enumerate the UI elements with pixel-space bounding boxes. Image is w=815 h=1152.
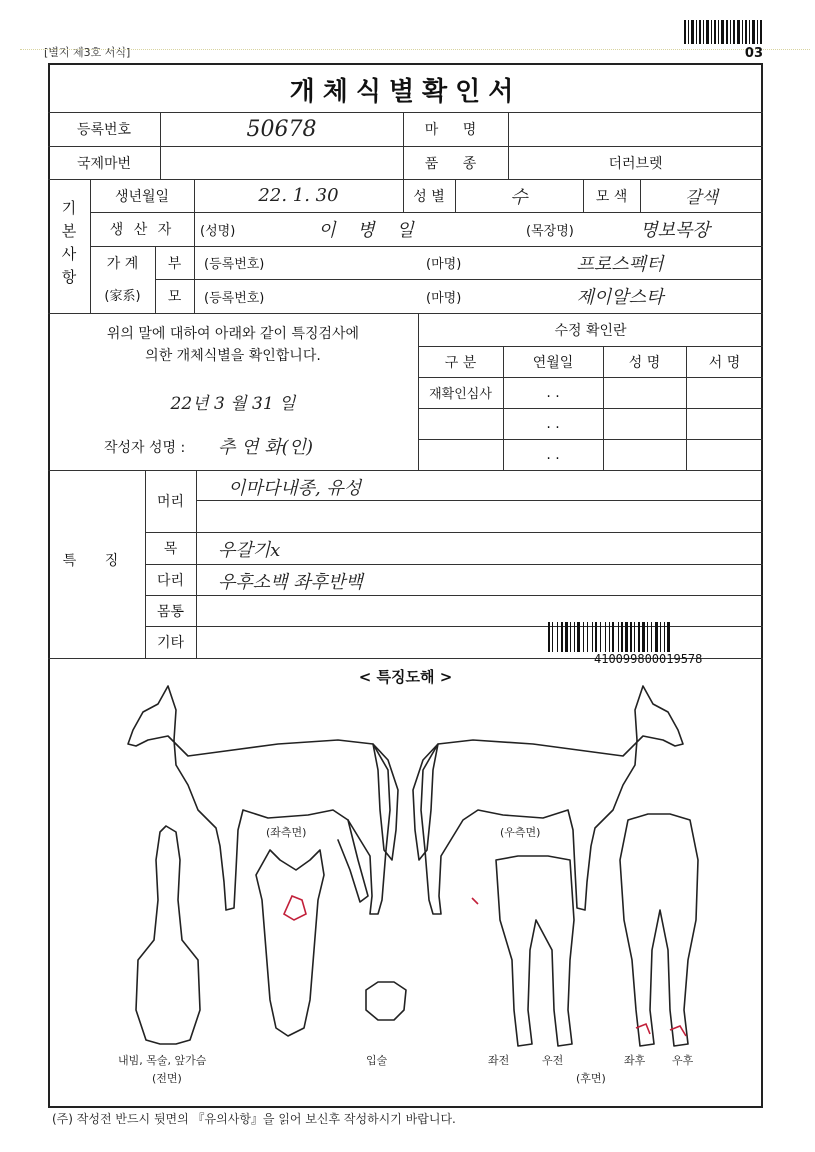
top-barcode (684, 20, 762, 44)
feature-leg-label: 다리 (156, 572, 185, 589)
caption-rear-sub: (후면) (576, 1072, 606, 1085)
form-number-label: [별지 제3호 서식] (44, 46, 131, 59)
confirm-date: 22년 3 월 31 일 (170, 393, 296, 414)
features-section-label: 특 징 (62, 553, 131, 569)
id-barcode (548, 622, 748, 656)
intl-no-value (160, 146, 403, 179)
caption-rear-left: 좌후 (624, 1054, 646, 1067)
page-number: 03 (744, 46, 763, 61)
revision-row3-category (418, 439, 503, 470)
caption-front-right: 우전 (542, 1054, 564, 1067)
breed-label: 품 종 (424, 155, 487, 172)
writer-label: 작성자 성명 : (104, 440, 186, 456)
revision-row1-category: 재확인심사 (429, 387, 492, 402)
producer-label: 생 산 자 (109, 222, 175, 238)
vline-features-label (196, 470, 197, 658)
horse-left-hindleg-drawing (338, 820, 368, 902)
ranch-label: (목장명) (526, 223, 574, 239)
feature-body-value (200, 595, 600, 626)
feature-neck-label: 목 (163, 541, 178, 557)
color-label: 모 색 (595, 188, 628, 205)
revision-row2-category (418, 408, 503, 439)
feature-leg-value: 우후소백 좌후반백 (218, 572, 363, 593)
caption-neck: 내빔, 목술, 앞가슴 (118, 1054, 207, 1067)
birth-label: 생년월일 (114, 188, 170, 205)
horse-diagram (48, 660, 763, 1100)
diagram-title: < 특징도해 > (358, 668, 453, 686)
intl-no-label: 국제마번 (76, 155, 132, 172)
top-divider (20, 49, 810, 50)
statement-line1: 위의 말에 대하여 아래와 같이 특징검사에 (106, 326, 360, 342)
horse-left-tail-drawing (373, 744, 398, 860)
dam-label: 모 (167, 289, 182, 305)
horse-rear-view-drawing (620, 814, 698, 1046)
breed-value: 더러브렛 (608, 155, 663, 172)
sex-value: 수 (510, 186, 528, 208)
horse-name-value (508, 112, 763, 146)
horse-front-view-drawing (496, 856, 574, 1046)
barcode-number: 410099800019578 (594, 652, 703, 666)
revision-row3-date: . . (546, 446, 560, 463)
basic-section-label: 기본사항 (59, 200, 78, 292)
dam-name-value: 제이알스타 (576, 287, 664, 308)
caption-left-side: (좌측면) (266, 826, 307, 839)
line-neck-row (145, 564, 763, 565)
reg-no-label: 등록번호 (76, 122, 132, 138)
caption-front-left: 좌전 (488, 1054, 510, 1067)
sex-label: 성 별 (413, 188, 445, 205)
horse-neck-front-drawing (136, 826, 200, 1044)
document-title: 개체식별확인서 (289, 76, 522, 107)
caption-rear-right: 우후 (672, 1054, 694, 1067)
revision-row1-date: . . (546, 384, 560, 401)
sire-name-label: (마명) (426, 257, 462, 272)
caption-neck-sub: (전면) (152, 1072, 182, 1085)
producer-name-label: (성명) (200, 223, 236, 239)
horse-lips-drawing (366, 982, 406, 1020)
dam-name-label: (마명) (426, 290, 462, 306)
horse-name-label: 마 명 (424, 122, 487, 138)
birth-value: 22. 1. 30 (258, 185, 339, 206)
dam-reg-label: (등록번호) (204, 290, 265, 306)
reg-no-value: 50678 (246, 116, 317, 142)
horse-right-side-drawing (421, 686, 683, 914)
revision-col-category: 구 분 (444, 354, 477, 371)
foreleg-white-marking (472, 898, 478, 904)
horse-head-front-drawing (256, 850, 324, 1036)
writer-value: 추 연 화(인) (218, 437, 314, 458)
caption-right-side: (우측면) (500, 826, 541, 839)
star-marking (284, 896, 306, 920)
revision-title: 수정 확인란 (554, 322, 627, 339)
footer-note: (주) 작성전 반드시 뒷면의 『유의사항』을 읽어 보신후 작성하시기 바랍니다. (52, 1112, 456, 1126)
revision-col-sign: 서 명 (708, 354, 741, 371)
feature-other-label: 기타 (156, 635, 185, 651)
horse-left-side-drawing (128, 686, 390, 914)
feature-head-value: 이마다내종, 유성 (228, 478, 362, 499)
caption-lips: 입술 (366, 1054, 388, 1067)
color-value: 갈색 (685, 188, 718, 208)
revision-col-name: 성 명 (628, 354, 661, 371)
revision-row2-date: . . (546, 415, 560, 432)
horse-right-tail-drawing (413, 744, 438, 860)
feature-head-label: 머리 (156, 494, 185, 510)
feature-neck-value: 우갈기x (218, 540, 281, 561)
feature-other-value (200, 626, 500, 658)
statement-line2: 의한 개체식별을 확인합니다. (145, 348, 321, 364)
line-head-row (145, 532, 763, 533)
producer-name-value: 이 병 일 (318, 220, 422, 241)
family-label: 가 계 (106, 256, 139, 272)
sire-name-value: 프로스펙터 (576, 253, 664, 275)
ranch-value: 명보목장 (640, 220, 710, 241)
sire-label: 부 (167, 255, 182, 272)
family-hanja: (家系) (104, 288, 141, 304)
sire-reg-label: (등록번호) (204, 257, 265, 272)
feature-body-label: 몸통 (156, 603, 185, 620)
revision-col-date: 연월일 (532, 354, 574, 371)
